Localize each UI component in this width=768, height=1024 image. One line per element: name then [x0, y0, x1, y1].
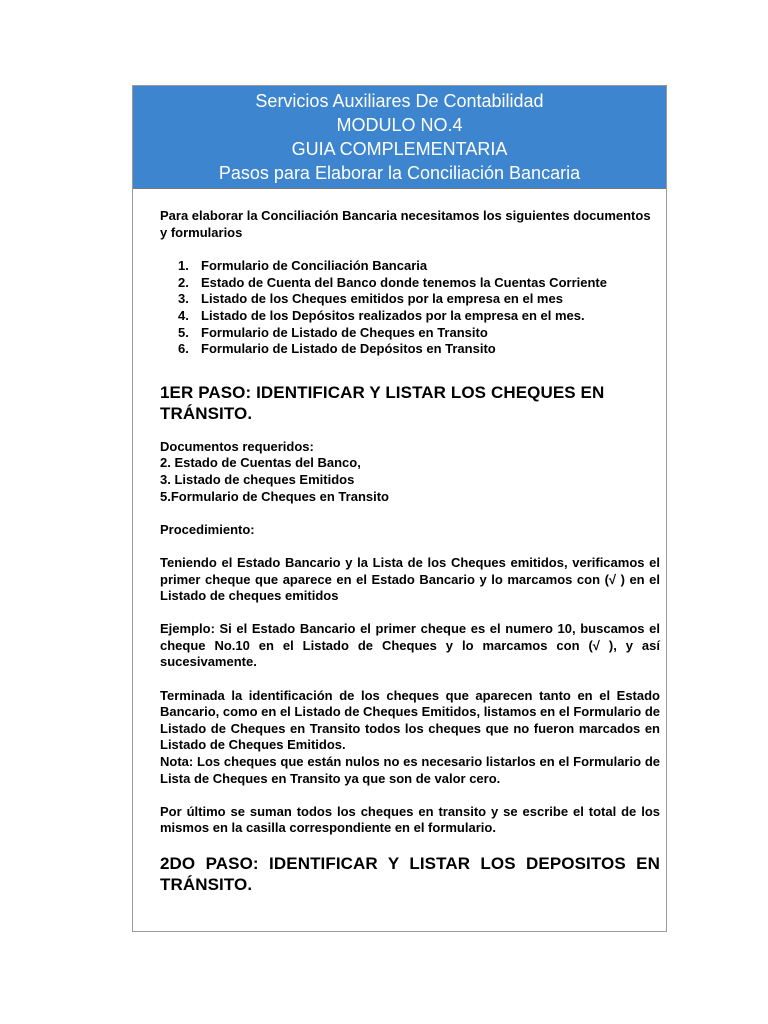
required-doc-item: 2. Estado de Cuentas del Banco,: [160, 455, 361, 471]
list-item: 3. Listado de los Cheques emitidos por la empresa en el mes: [178, 291, 563, 307]
required-docs-label: Documentos requeridos:: [160, 438, 314, 454]
list-item: 6. Formulario de Listado de Depósitos en Transito: [178, 341, 496, 357]
intro-paragraph: Para elaborar la Conciliación Bancaria necesitamos los siguientes documentos y formularios: [160, 208, 651, 240]
header-title-line1: Servicios Auxiliares De Contabilidad: [255, 91, 544, 111]
header-title-line3: GUIA COMPLEMENTARIA: [291, 139, 508, 159]
list-item: 1. Formulario de Conciliación Bancaria: [178, 258, 428, 274]
example-paragraph: Ejemplo: Si el Estado Bancario el primer cheque es el numero 10, buscamos el cheque No.10 en el Listado de Cheques y lo marcamos con (√ ), y así sucesivamente.: [160, 621, 660, 670]
list-item: 5. Formulario de Listado de Cheques en Transito: [178, 324, 488, 340]
procedure-paragraph-4: Por último se suman todos los cheques en transito y se escribe el total de los mismos en la casilla correspondiente en el formulario.: [160, 803, 660, 836]
procedure-label: Procedimiento:: [160, 521, 255, 537]
header-title-line4: Pasos para Elaborar la Conciliación Bancaria: [218, 163, 581, 183]
procedure-paragraph-3: Terminada la identificación de los cheques que aparecen tanto en el Estado Bancario, como en el Listado de Cheques Emitidos, listamos en el Formulario de Listado de Cheques en Transito todos los cheques que no fueron marcados en Listado de Cheques Emitidos.: [160, 687, 660, 753]
documents-list: [160, 258, 660, 358]
procedure-paragraph-1: Teniendo el Estado Bancario y la Lista de los Cheques emitidos, verificamos el primer cheque que aparece en el Estado Bancario y lo marcamos con (√ ) en el Listado de cheques emitidos: [160, 554, 660, 604]
note-paragraph: Nota: Los cheques que están nulos no es necesario listarlos en el Formulario de Lista de Cheques en Transito ya que son de valor cero.: [160, 754, 660, 786]
document-body: [133, 189, 666, 895]
list-item: 4. Listado de los Depósitos realizados por la empresa en el mes.: [178, 307, 585, 323]
required-doc-item: 3. Listado de cheques Emitidos: [160, 471, 355, 487]
list-item: 2. Estado de Cuenta del Banco donde tenemos la Cuentas Corriente: [178, 274, 607, 290]
header-banner: [133, 86, 666, 189]
document-page: [132, 85, 667, 932]
step2-heading: 2DO PASO: IDENTIFICAR Y LISTAR LOS DEPOSITOS EN TRÁNSITO.: [160, 854, 660, 894]
step1-heading: 1ER PASO: IDENTIFICAR Y LISTAR LOS CHEQUES EN TRÁNSITO.: [160, 382, 605, 423]
required-doc-item: 5.Formulario de Cheques en Transito: [160, 488, 389, 504]
header-title-line2: MODULO NO.4: [336, 115, 463, 135]
